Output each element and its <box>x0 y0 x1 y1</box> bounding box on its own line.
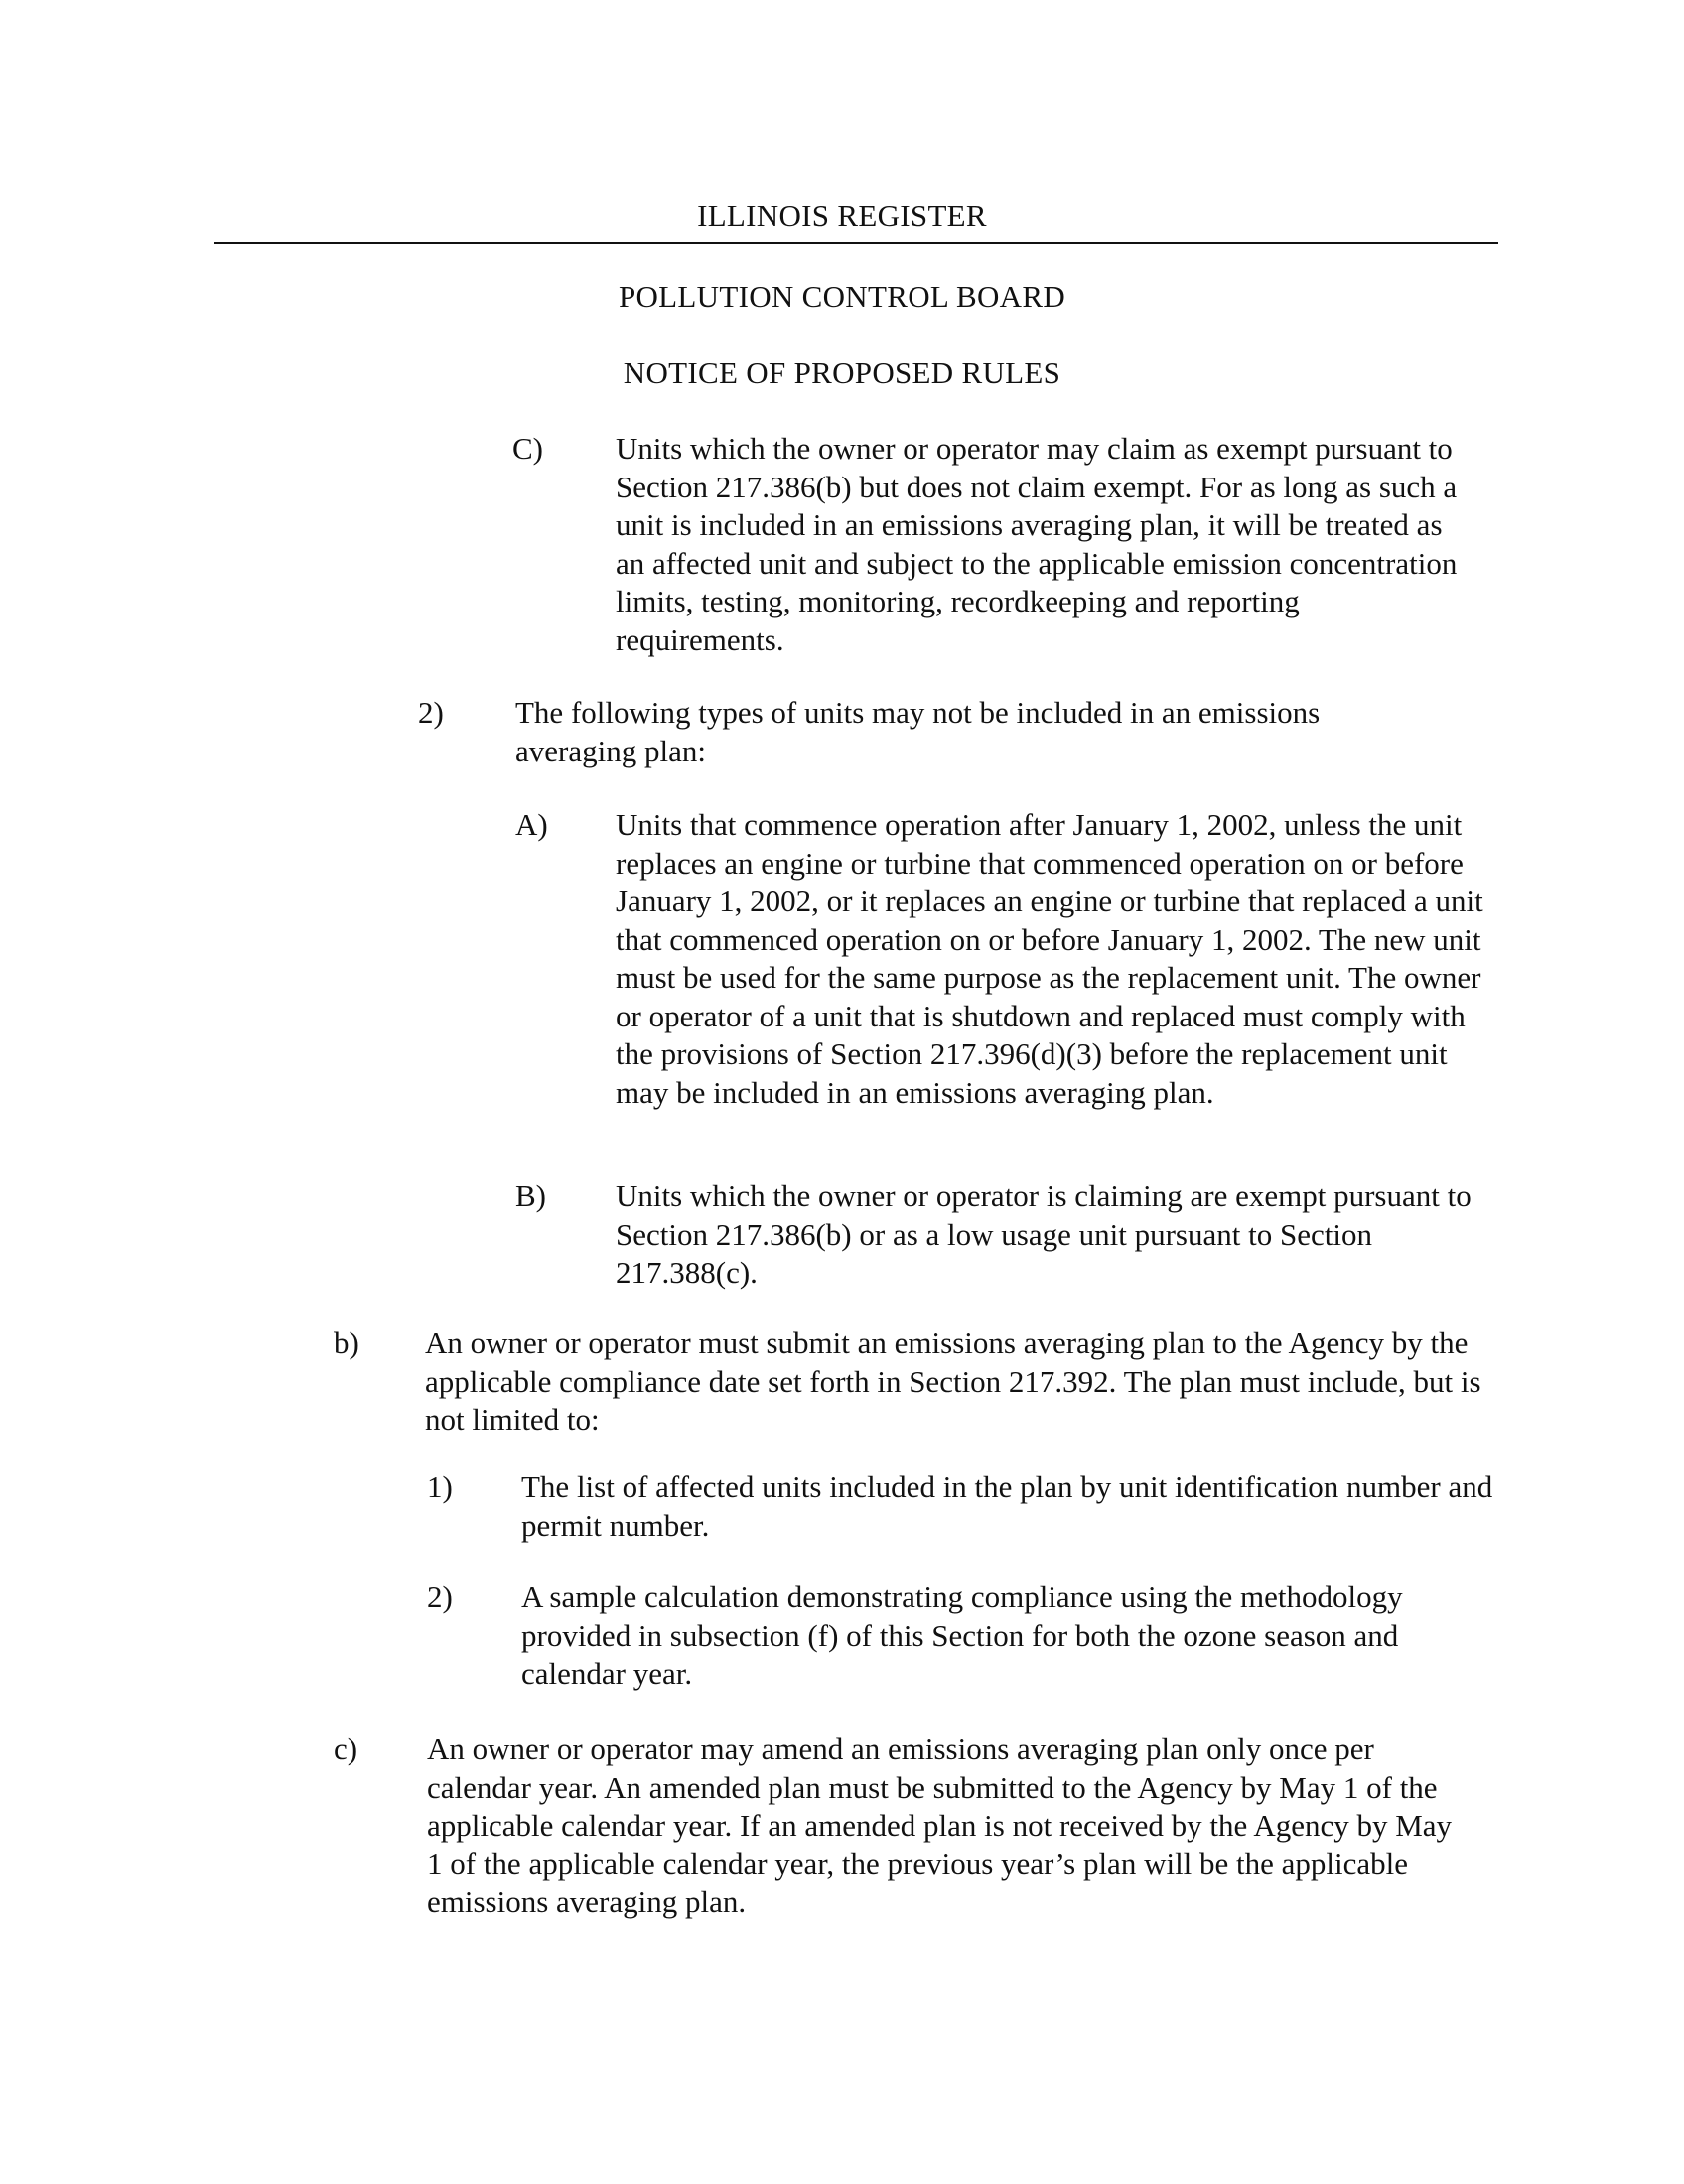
item-text-b1: The list of affected units included in the plan by unit identification number and permit number. <box>521 1469 1493 1543</box>
item-label-a2: 2) <box>418 695 444 730</box>
item-label-c: c) <box>334 1731 358 1766</box>
item-label-b2: 2) <box>427 1579 453 1614</box>
item-label-a2A: A) <box>515 807 548 842</box>
item-text-b2: A sample calculation demonstrating compliance using the methodology provided in subsection (f) of this Section for both the ozone season and calendar year. <box>521 1579 1403 1691</box>
board-name: POLLUTION CONTROL BOARD <box>618 279 1066 314</box>
item-label-a1C: C) <box>512 431 543 466</box>
register-title: ILLINOIS REGISTER <box>697 199 987 233</box>
item-label-b: b) <box>334 1325 359 1360</box>
item-text-c: An owner or operator may amend an emissions averaging plan only once per calendar year. An amended plan must be submitted to the Agency by May 1 of the applicable calendar year. If an amended plan is not received by the Agency by May 1 of the applicable calendar year, the previous year’s plan will be the applicable emissions averaging plan. <box>427 1731 1453 1919</box>
item-label-a2B: B) <box>515 1178 546 1213</box>
notice-heading: NOTICE OF PROPOSED RULES <box>623 355 1061 390</box>
item-text-a2A: Units that commence operation after January 1, 2002, unless the unit replaces an engine or turbine that commenced operation on or before January 1, 2002, or it replaces an engine or turbine that replaced a unit that commenced operation on or before January 1, 2002. The new unit must be used for the same purpose as the replacement unit. The owner or operator of a unit that is shutdown and replaced must comply with the provisions of Section 217.396(d)(3) before the replacement unit may be included in an emissions averaging plan. <box>616 807 1483 1110</box>
item-label-b1: 1) <box>427 1469 453 1504</box>
item-text-a2: The following types of units may not be included in an emissions averaging plan: <box>515 695 1321 768</box>
item-text-a2B: Units which the owner or operator is claiming are exempt pursuant to Section 217.386(b) or as a low usage unit pursuant to Section 217.388(c). <box>616 1178 1472 1290</box>
header-rule <box>214 242 1498 244</box>
item-text-a1C: Units which the owner or operator may claim as exempt pursuant to Section 217.386(b) but does not claim exempt. For as long as such a unit is included in an emissions averaging plan, it will be treated as an affected unit and subject to the applicable emission concentration limits, testing, monitoring, recordkeeping and reporting requirements. <box>616 431 1458 657</box>
item-text-b: An owner or operator must submit an emissions averaging plan to the Agency by the applicable compliance date set forth in Section 217.392. The plan must include, but is not limited to: <box>425 1325 1481 1436</box>
